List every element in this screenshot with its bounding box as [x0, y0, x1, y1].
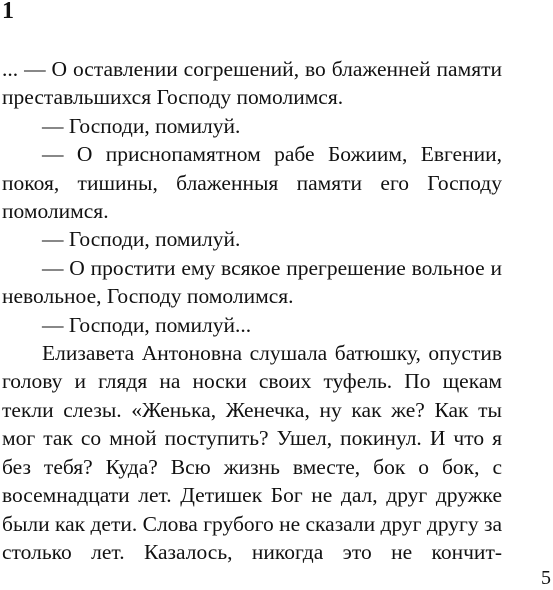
body-text [2, 55, 502, 566]
paragraph-7: Елизавета Антоновна слушала батюшку, опустив голову и глядя на носки своих туфель. По щекам текли слезы. «Женька, Женечка, ну как же? Как ты мог так со мной поступить? Ушел, покинул. И что я без тебя? Куда? Всю жизнь вместе, бок о бок, с восемнадцати лет. Детишек Бог не дал, друг дружке были как дети. Слова грубого не сказали друг другу за столько лет. Казалось, никогда это не кончит- [2, 341, 503, 564]
paragraph-1: ... — О оставлении согрешений, во блаженней памяти преставльшихся Господу помолимся. [2, 57, 502, 110]
paragraph-6: — Господи, помилуй... [42, 312, 252, 337]
page-number: 5 [541, 567, 551, 589]
chapter-number: 1 [2, 0, 14, 24]
paragraph-5: — О простити ему всякое прегрешение вольное и невольное, Господу помолимся. [2, 255, 502, 309]
paragraph-2: — Господи, помилуй. [42, 113, 241, 138]
paragraph-3: — О приснопамятном рабе Божиим, Евгении, покоя, тишины, блаженныя памяти его Господу помолимся. [2, 142, 502, 224]
paragraph-4: — Господи, помилуй. [42, 227, 241, 252]
